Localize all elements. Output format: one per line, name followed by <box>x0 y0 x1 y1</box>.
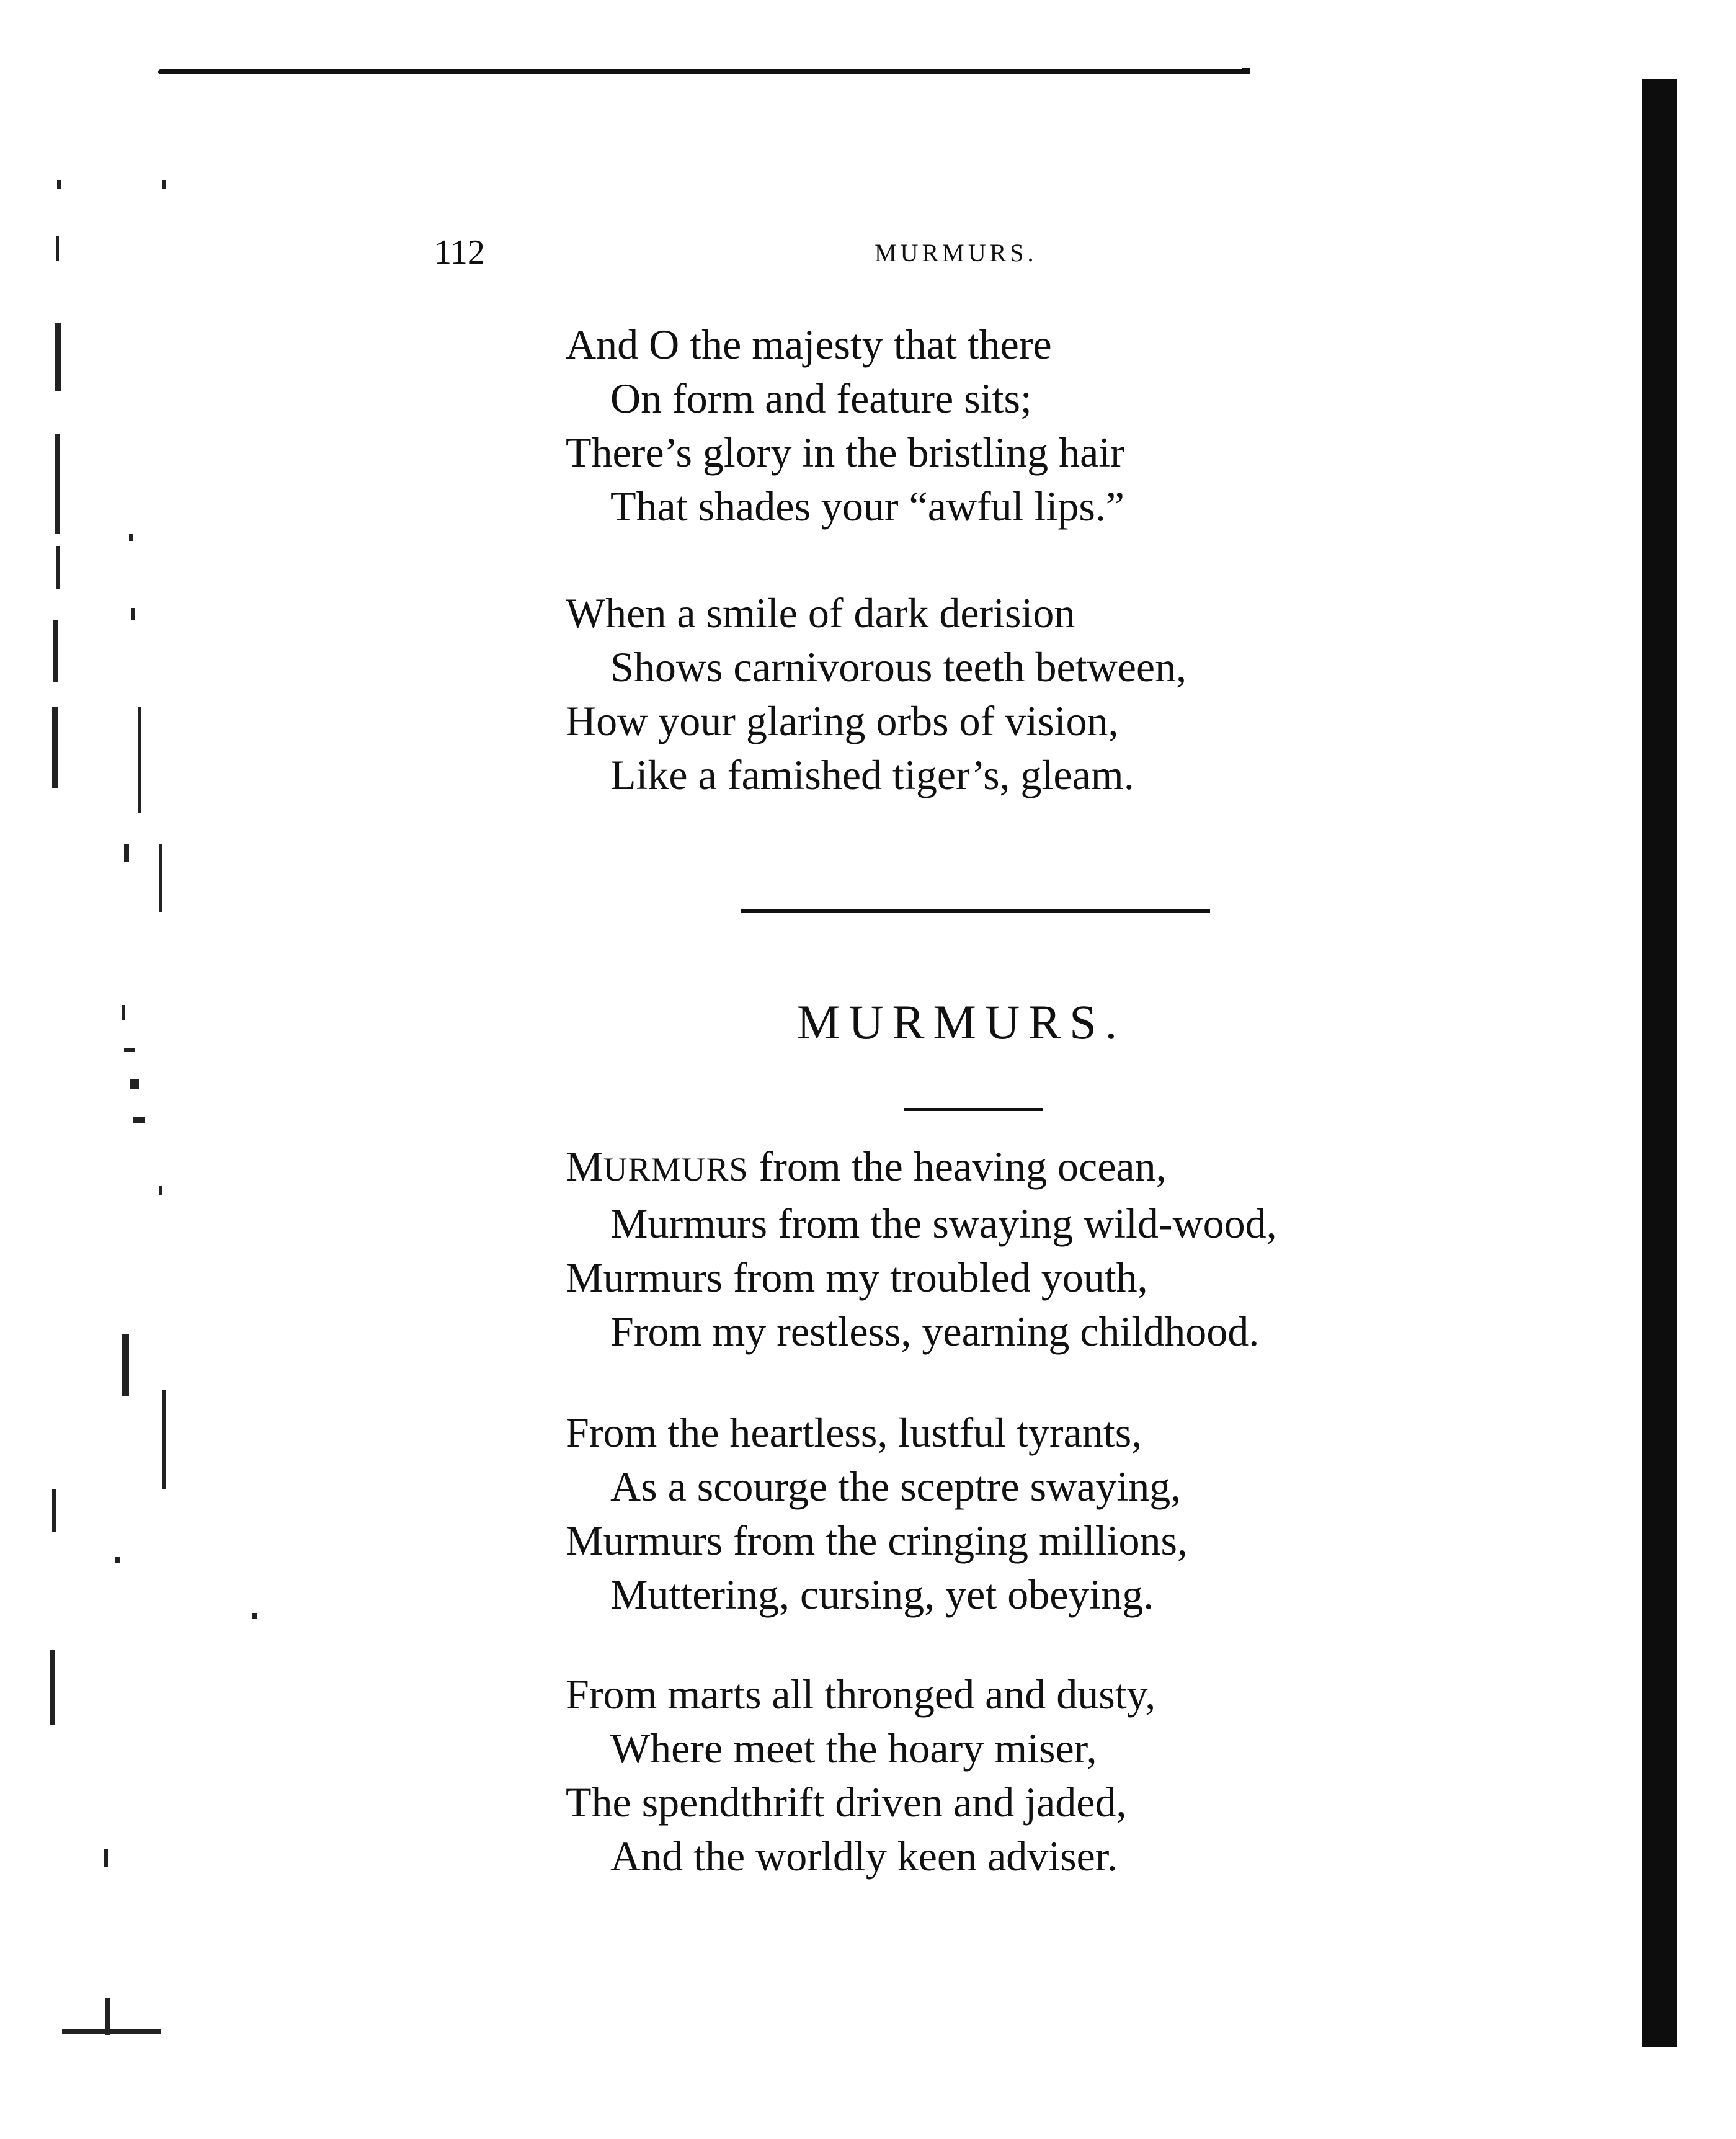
poem-stanza-1 <box>566 1140 1496 1359</box>
poem-stanza-3 <box>566 1668 1496 1883</box>
poem-stanza-2 <box>566 1406 1496 1622</box>
verse-line: Murmurs from my troubled youth, <box>566 1254 1148 1301</box>
top-border-rule <box>158 69 1250 74</box>
first-word-small-caps: URMURS <box>603 1151 749 1188</box>
verse-line: How your glaring orbs of vision, <box>566 697 1119 744</box>
verse-line: As a scourge the sceptre swaying, <box>610 1463 1182 1510</box>
previous-poem-stanza-2 <box>566 586 1496 802</box>
verse-line: Murmurs from the cringing millions, <box>566 1517 1188 1564</box>
section-divider-rule <box>741 909 1210 913</box>
verse-line: On form and feature sits; <box>610 375 1032 422</box>
running-head-title: MURMURS. <box>875 239 1038 267</box>
verse-line: That shades your “awful lips.” <box>610 483 1124 530</box>
first-word-initial: M <box>566 1143 603 1190</box>
verse-line: Murmurs from the swaying wild-wood, <box>610 1200 1277 1247</box>
verse-line: From the heartless, lustful tyrants, <box>566 1409 1142 1456</box>
verse-line: From marts all thronged and dusty, <box>566 1671 1156 1718</box>
verse-line: There’s glory in the bristling hair <box>566 429 1124 476</box>
poem-title: MURMURS. <box>796 995 1126 1049</box>
verse-line: And the worldly keen adviser. <box>610 1833 1118 1880</box>
verse-line: The spendthrift driven and jaded, <box>566 1779 1127 1826</box>
previous-poem-stanza-1 <box>566 318 1496 534</box>
book-spine-shadow <box>1642 79 1677 2047</box>
top-border-rule-end <box>1242 68 1250 74</box>
verse-line: From my restless, yearning childhood. <box>610 1308 1260 1355</box>
title-underline-rule <box>904 1108 1043 1111</box>
verse-line: Like a famished tiger’s, gleam. <box>610 751 1134 798</box>
verse-line: When a smile of dark derision <box>566 589 1075 636</box>
verse-line-first <box>566 1140 1496 1197</box>
page-number: 112 <box>434 233 485 272</box>
verse-line: And O the majesty that there <box>566 321 1052 368</box>
left-gutter-specks <box>0 0 198 2139</box>
verse-line: Shows carnivorous teeth between, <box>610 643 1187 690</box>
first-line-rest: from the heaving ocean, <box>748 1143 1167 1190</box>
verse-line: Muttering, cursing, yet obeying. <box>610 1571 1154 1618</box>
running-head <box>434 231 1253 274</box>
verse-line: Where meet the hoary miser, <box>610 1725 1097 1772</box>
